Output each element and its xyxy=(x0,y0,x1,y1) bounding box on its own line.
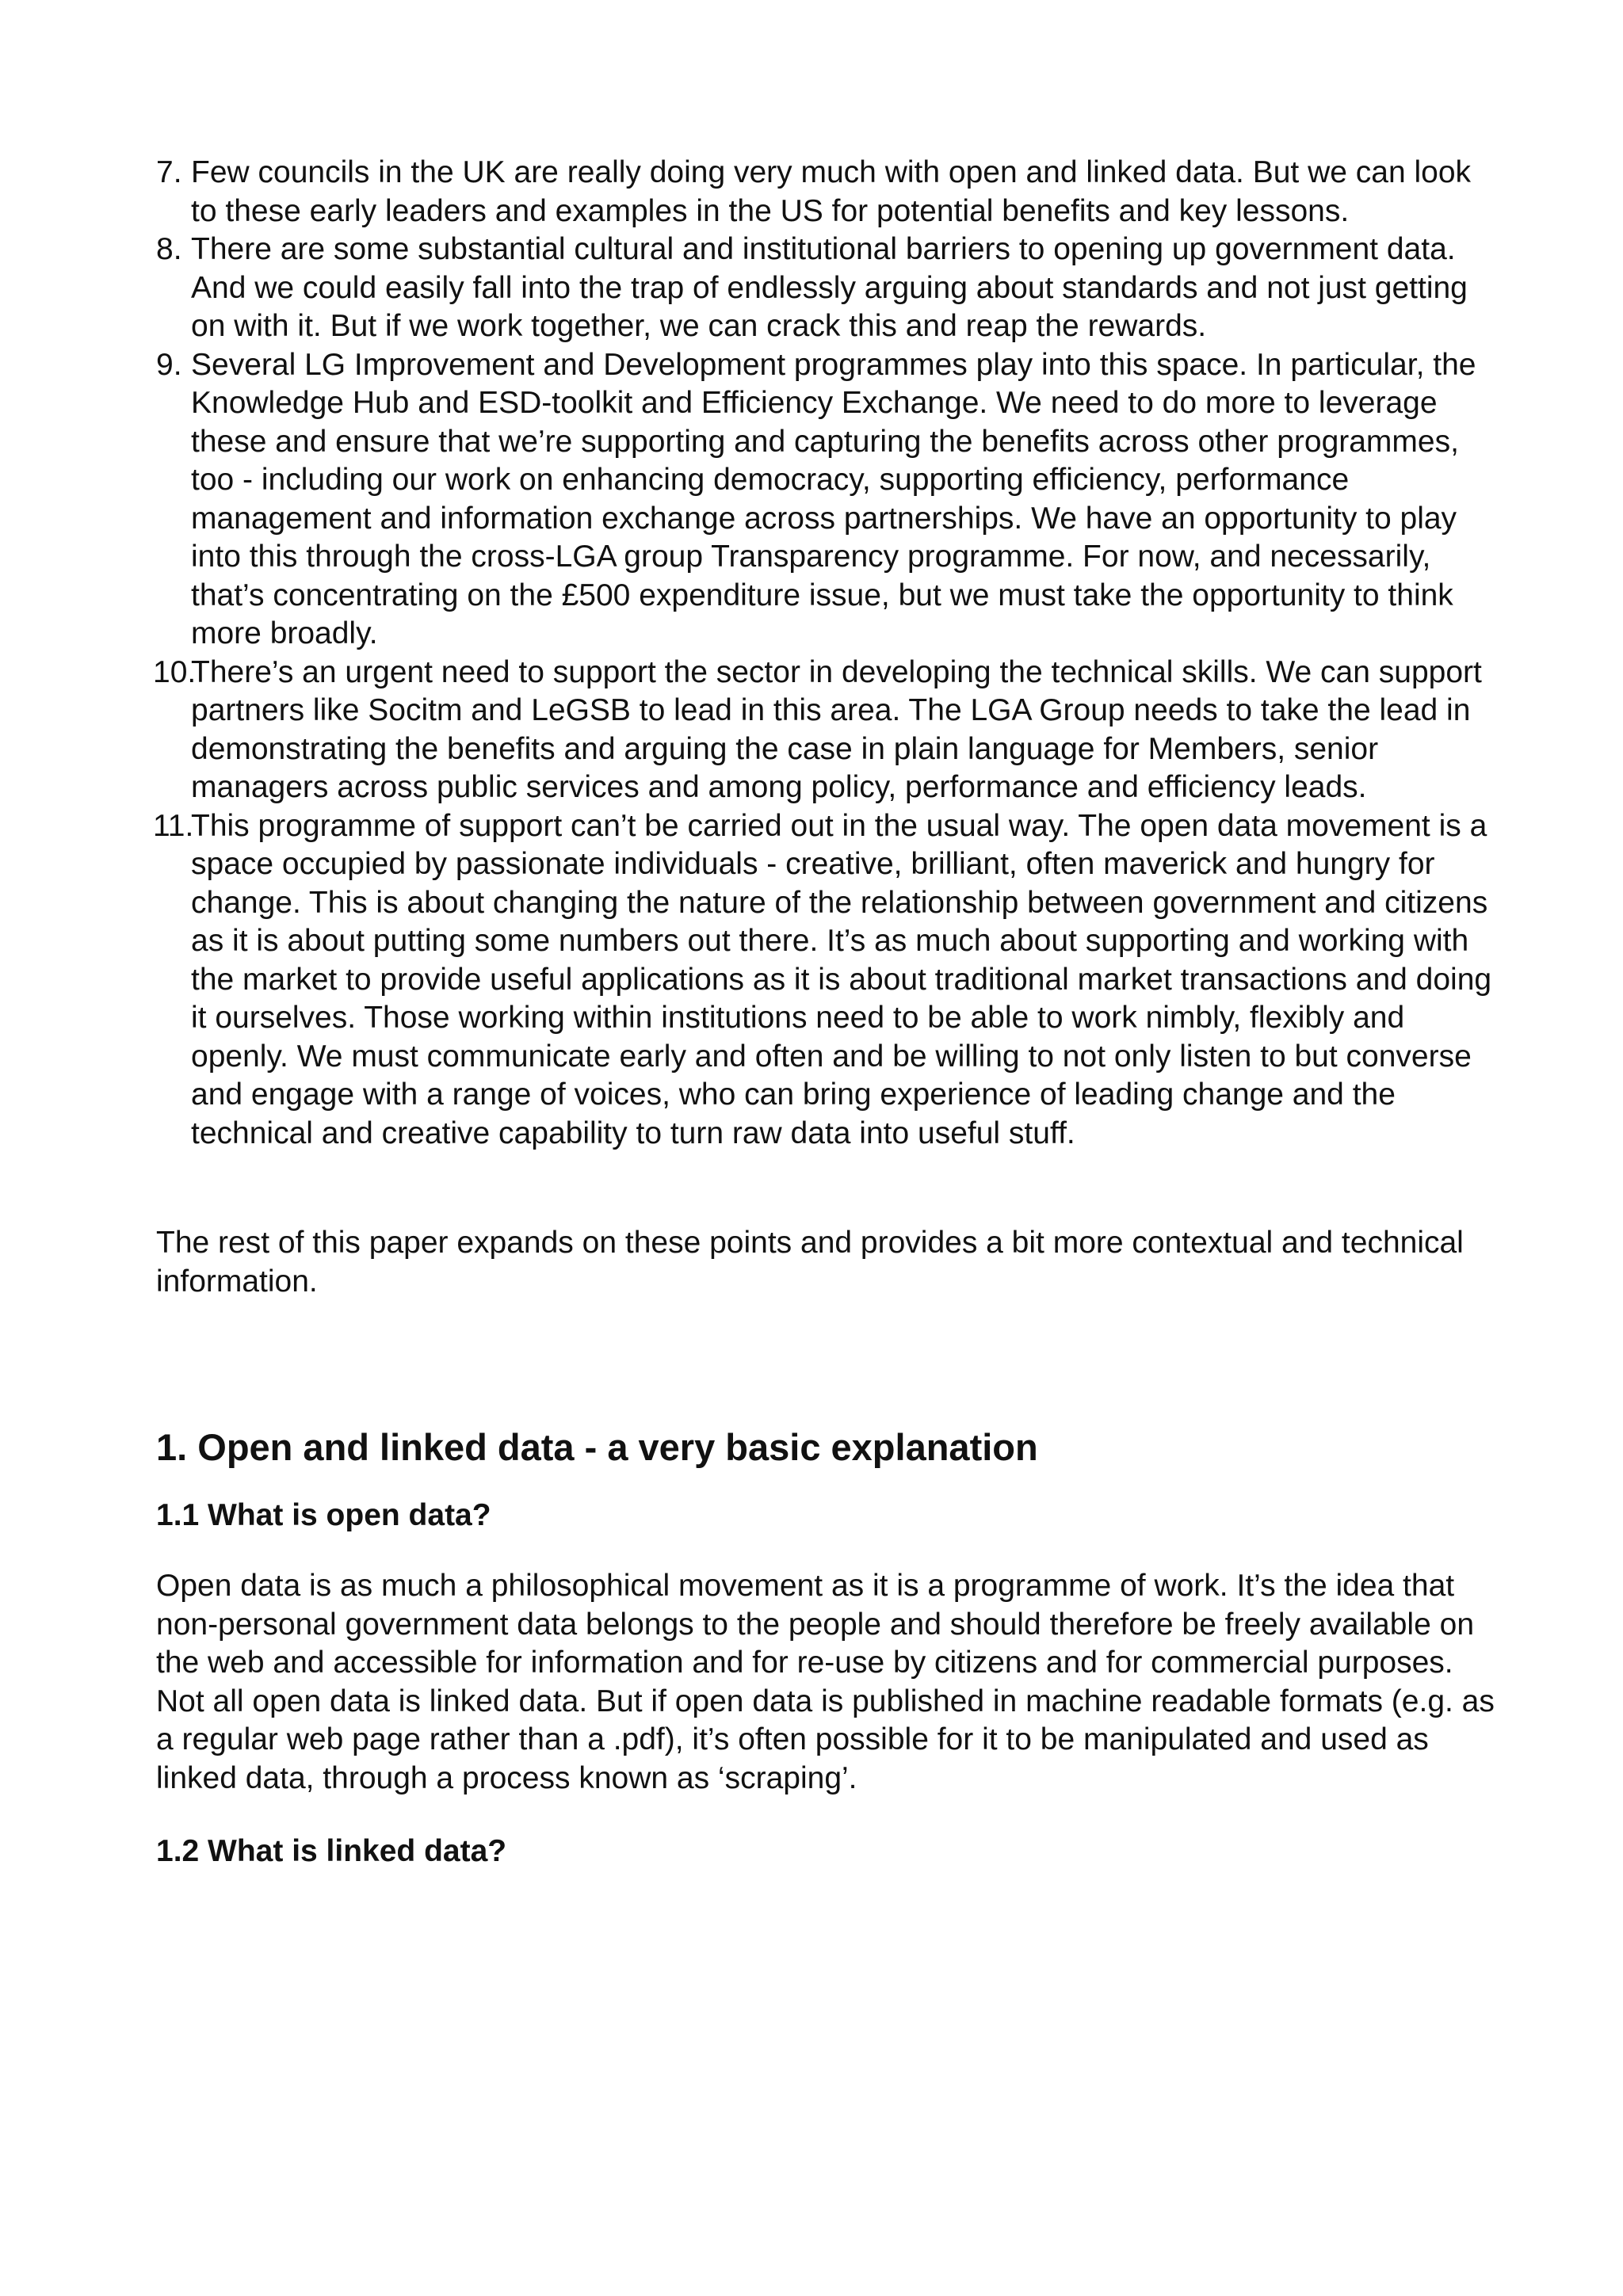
list-item-number: 7. xyxy=(156,155,182,189)
numbered-list xyxy=(153,154,1503,1153)
list-item-text: This programme of support can’t be carried out in the usual way. The open data movement is a space occupied by passionate individuals - creative, brilliant, often maverick and hungry for change. This is about changing the nature of the relationship between government and citizens as it is about putting some numbers out there. It’s as much about supporting and working with the market to provide useful applications as it is about traditional market transactions and doing it ourselves. Those working within institutions need to be able to work nimbly, flexibly and openly. We must communicate early and often and be willing to not only listen to but converse and engage with a range of voices, who can bring experience of leading change and the technical and creative capability to turn raw data into useful stuff. xyxy=(191,808,1492,1150)
page-content xyxy=(153,154,1503,1871)
list-item-text: Several LG Improvement and Development programmes play into this space. In particular, the Knowledge Hub and ESD-toolkit and Efficiency Exchange. We need to do more to leverage these and ensure that we’re supporting and capturing the benefits across other programmes, too - including our work on enhancing democracy, supporting efficiency, performance management and information exchange across partnerships. We have an opportunity to play into this through the cross-LGA group Transparency programme. For now, and necessarily, that’s concentrating on the £500 expenditure issue, but we must take the opportunity to think more broadly. xyxy=(191,347,1476,650)
list-item xyxy=(156,231,1503,346)
list-item xyxy=(153,807,1503,1154)
list-item-number: 11. xyxy=(153,808,194,843)
closing-paragraph: The rest of this paper expands on these points and provides a bit more contextual and technical information. xyxy=(156,1226,1464,1299)
list-item xyxy=(156,346,1503,654)
list-item-text: There’s an urgent need to support the sector in developing the technical skills. We can support partners like Socitm and LeGSB to lead in this area. The LGA Group needs to take the lead in demonstrating the benefits and arguing the case in plain language for Members, senior managers across public services and among policy, performance and efficiency leads. xyxy=(191,654,1482,804)
subsection-title-open-data: 1.1 What is open data? xyxy=(156,1498,491,1532)
list-item-number: 8. xyxy=(156,232,182,266)
list-item xyxy=(156,154,1503,231)
section-title: 1. Open and linked data - a very basic explanation xyxy=(156,1426,1038,1468)
list-item-text: There are some substantial cultural and institutional barriers to opening up government data. And we could easily fall into the trap of endlessly arguing about standards and not just getting on with it. But if we work together, we can crack this and reap the rewards. xyxy=(191,232,1468,343)
list-item-number: 10. xyxy=(153,654,197,689)
list-item-text: Few councils in the UK are really doing very much with open and linked data. But we can look to these early leaders and examples in the US for potential benefits and key lessons. xyxy=(191,155,1472,228)
list-item xyxy=(153,654,1503,807)
open-data-paragraph: Open data is as much a philosophical movement as it is a programme of work. It’s the idea that non-personal government data belongs to the people and should therefore be freely available on the web and accessible for information and for re-use by citizens and for commercial purposes. Not all open data is linked data. But if open data is published in machine readable formats (e.g. as a regular web page rather than a .pdf), it’s often possible for it to be manipulated and used as linked data, through a process known as ‘scraping’. xyxy=(156,1569,1495,1795)
list-item-number: 9. xyxy=(156,347,182,382)
subsection-title-linked-data: 1.2 What is linked data? xyxy=(156,1834,507,1868)
